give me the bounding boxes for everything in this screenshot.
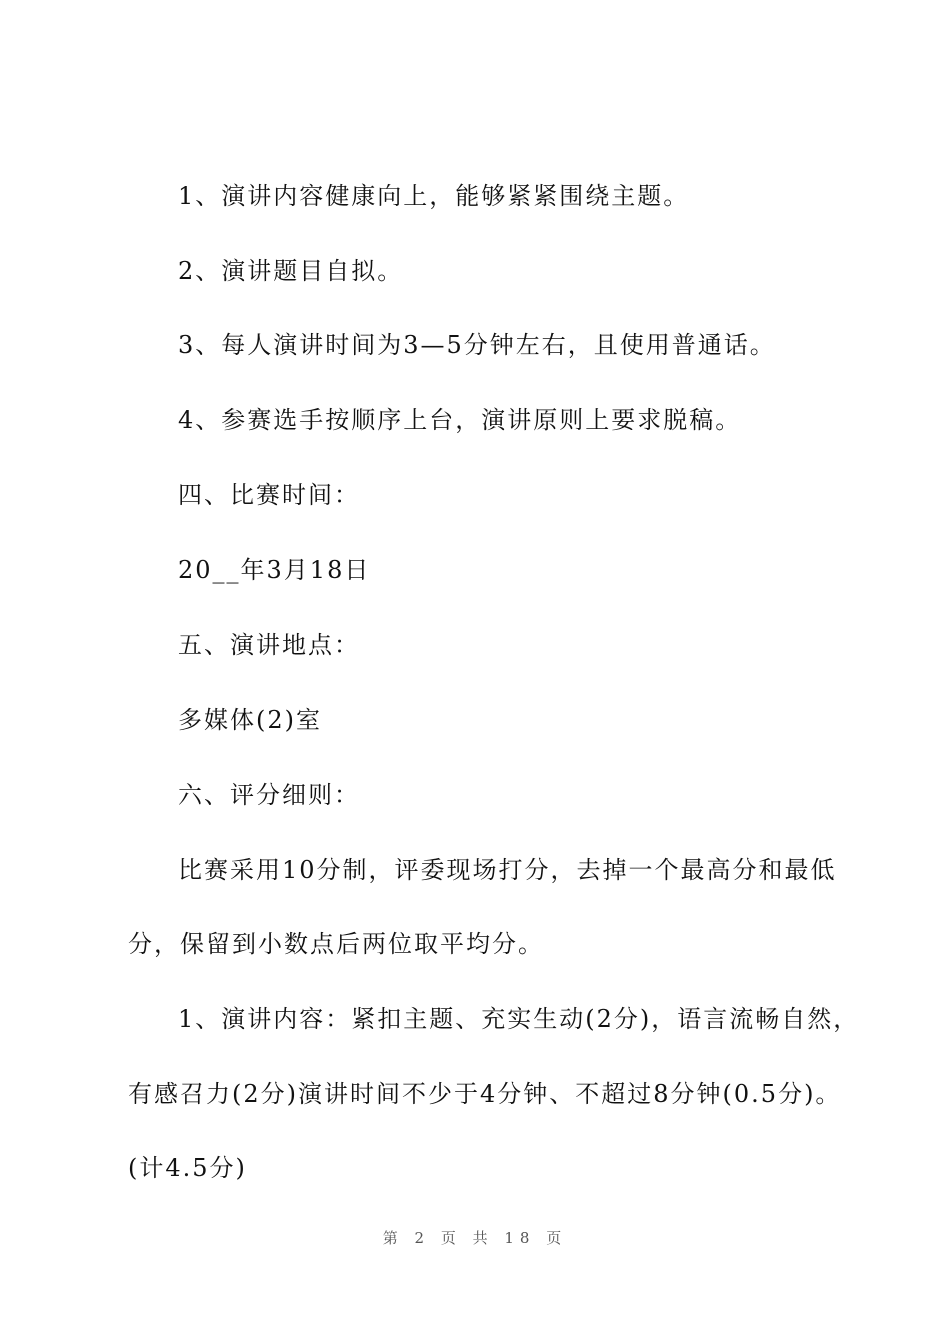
- rule-line-3: 3、每人演讲时间为3—5分钟左右，且使用普通话。: [178, 331, 776, 359]
- scoring-item-1-line-2: 有感召力(2分)演讲时间不少于4分钟、不超过8分钟(0.5分)。: [128, 1080, 842, 1108]
- event-date: 20__年3月18日: [178, 556, 371, 584]
- event-location: 多媒体(2)室: [178, 706, 322, 734]
- section-heading-location: 五、演讲地点：: [178, 631, 360, 659]
- scoring-paragraph-line-1: 比赛采用10分制，评委现场打分，去掉一个最高分和最低: [178, 856, 837, 884]
- section-heading-scoring: 六、评分细则：: [178, 781, 360, 809]
- rule-line-2: 2、演讲题目自拟。: [178, 257, 404, 285]
- section-heading-time: 四、比赛时间：: [178, 481, 360, 509]
- scoring-paragraph-line-2: 分，保留到小数点后两位取平均分。: [128, 930, 544, 958]
- page-number-footer: 第 2 页 共 18 页: [382, 1229, 568, 1247]
- scoring-item-1-line-1: 1、演讲内容：紧扣主题、充实生动(2分)，语言流畅自然，: [178, 1005, 860, 1033]
- rule-line-1: 1、演讲内容健康向上，能够紧紧围绕主题。: [178, 182, 690, 210]
- scoring-item-1-line-3: (计4.5分): [128, 1154, 247, 1182]
- rule-line-4: 4、参赛选手按顺序上台，演讲原则上要求脱稿。: [178, 406, 742, 434]
